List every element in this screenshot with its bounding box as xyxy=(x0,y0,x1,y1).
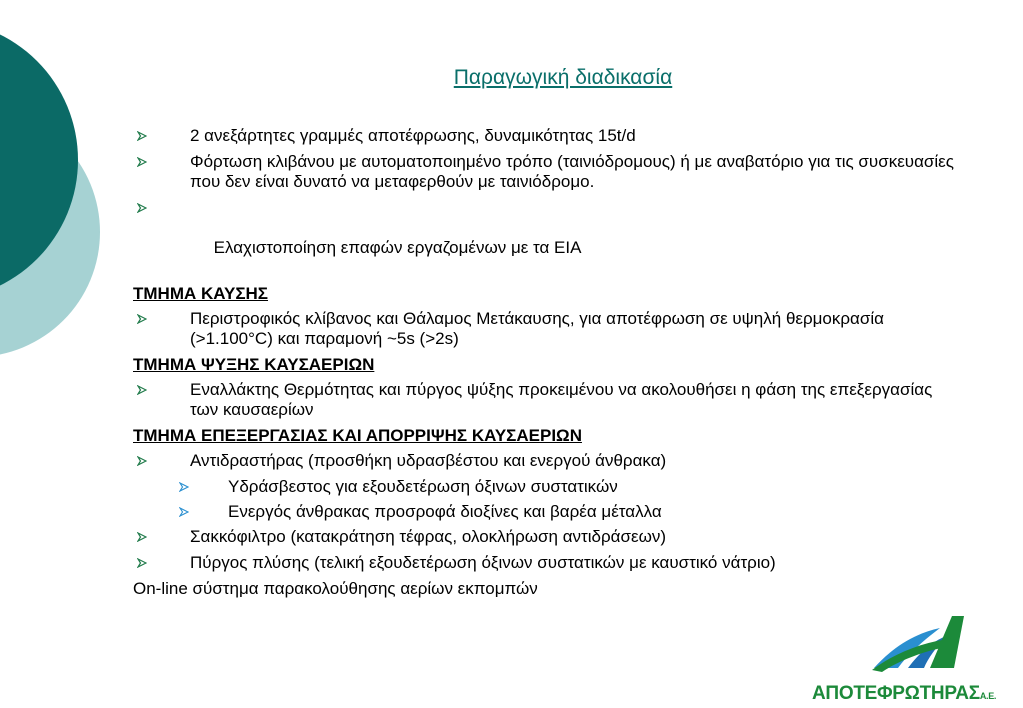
bullet-text: Εναλλάκτης Θερμότητας και πύργος ψύξης προκειμένου να ακολουθήσει η φάση της επεξεργασίας των καυσαερίων xyxy=(190,380,933,419)
bullet-item xyxy=(133,152,963,192)
arrow-bullet-icon xyxy=(137,157,147,167)
arrow-bullet-icon xyxy=(137,532,147,542)
arrow-bullet-icon xyxy=(137,558,147,568)
light-teal-circle xyxy=(0,107,100,357)
bullet-item xyxy=(133,527,963,547)
arrow-bullet-icon xyxy=(137,203,147,213)
slide-content xyxy=(133,126,963,599)
section-heading-treatment: ΤΜΗΜΑ ΕΠΕΞΕΡΓΑΣΙΑΣ ΚΑΙ ΑΠΟΡΡΙΨΗΣ ΚΑΥΣΑΕΡΙΩΝ xyxy=(133,426,582,445)
bullet-item xyxy=(133,309,963,349)
arrow-bullet-icon xyxy=(137,385,147,395)
arrow-bullet-icon xyxy=(137,131,147,141)
bullet-text: Αντιδραστήρας (προσθήκη υδρασβέστου και ενεργού άνθρακα) xyxy=(190,451,667,470)
bullet-item xyxy=(133,126,963,146)
slide-title: Παραγωγική διαδικασία xyxy=(453,66,673,89)
sub-bullet-text: Ενεργός άνθρακας προσροφά διοξίνες και βαρέα μέταλλα xyxy=(228,502,662,521)
sub-bullet-item xyxy=(133,502,963,522)
bullet-text: Περιστροφικός κλίβανος και Θάλαμος Μετάκαυσης, για αποτέφρωση σε υψηλή θερμοκρασία (>1.100°C) και παραμονή ~5s (>2s) xyxy=(190,309,884,348)
arrow-bullet-icon xyxy=(137,456,147,466)
section-heading-combustion: ΤΜΗΜΑ ΚΑΥΣΗΣ xyxy=(133,284,269,303)
logo-name: ΑΠΟΤΕΦΡΩΤΗΡΑΣ xyxy=(812,683,980,704)
bullet-text: 2 ανεξάρτητες γραμμές αποτέφρωσης, δυναμικότητας 15t/d xyxy=(190,126,636,145)
monitoring-line: On-line σύστημα παρακολούθησης αερίων εκπομπών xyxy=(133,579,538,598)
arrow-sub-bullet-icon xyxy=(179,507,189,517)
bullet-text: Φόρτωση κλιβάνου με αυτοματοποιημένο τρόπο (ταινιόδρομους) ή με αναβατόριο για τις συσκευασίες που δεν είναι δυνατό να μεταφερθούν με ταινιόδρομο. xyxy=(190,152,954,191)
bullet-item xyxy=(133,451,963,471)
bullet-text: Ελαχιστοποίηση επαφών εργαζομένων με τα ΕΙΑ xyxy=(208,238,582,257)
bullet-item xyxy=(133,198,963,278)
sub-bullet-text: Υδράσβεστος για εξουδετέρωση όξινων συστατικών xyxy=(228,477,618,496)
logo-mark-icon xyxy=(812,610,1012,680)
dark-teal-circle xyxy=(0,20,78,300)
bullet-text: Πύργος πλύσης (τελική εξουδετέρωση όξινων συστατικών με καυστικό νάτριο) xyxy=(190,553,776,572)
bullet-text: Σακκόφιλτρο (κατακράτηση τέφρας, ολοκλήρωση αντιδράσεων) xyxy=(190,527,667,546)
arrow-bullet-icon xyxy=(137,314,147,324)
bullet-item xyxy=(133,553,963,573)
company-logo xyxy=(812,610,1012,705)
sub-bullet-item xyxy=(133,477,963,497)
logo-suffix: Α.Ε. xyxy=(979,691,997,701)
arrow-sub-bullet-icon xyxy=(179,482,189,492)
section-heading-cooling: ΤΜΗΜΑ ΨΥΞΗΣ ΚΑΥΣΑΕΡΙΩΝ xyxy=(133,355,375,374)
bullet-item xyxy=(133,380,963,420)
